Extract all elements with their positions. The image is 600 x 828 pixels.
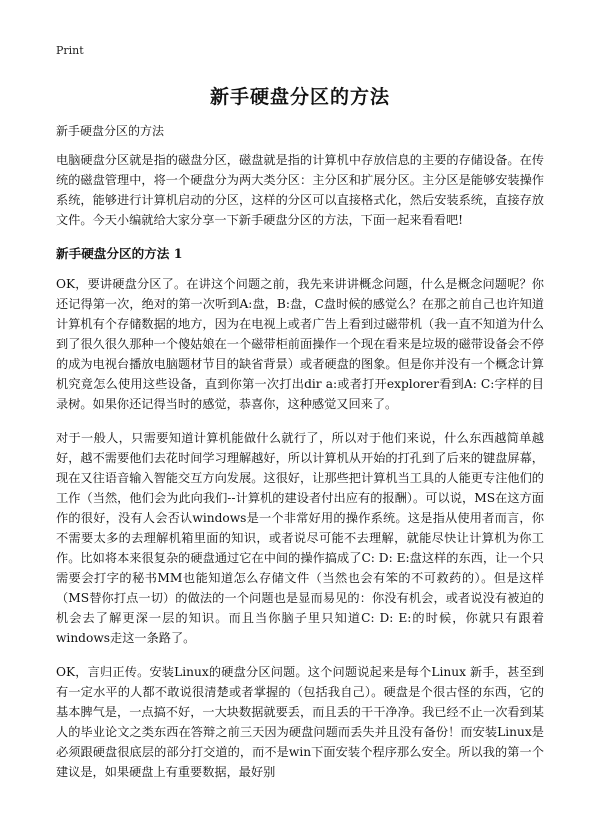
article-body <box>56 150 544 796</box>
paragraph-3: OK，言归正传。安装Linux的硬盘分区问题。这个问题说起来是每个Linux 新手，甚至到有一定水平的人都不敢说很清楚或者掌握的（包括我自己）。硬盘是个很古怪的东西，它的基本脾气是，一点搞不好，一大块数据就要丢，而且丢的干干净净。我已经不止一次看到某人的毕业论文之类东西在答辩之前三天因为硬盘问题而丢失并且没有备份！而安装Linux是必须跟硬盘很底层的部分打交道的，而不是win下面安装个程序那么安全。所以我的第一个建议是，如果硬盘上有重要数据，最好别 <box>56 665 544 779</box>
paragraph-2: 对于一般人，只需要知道计算机能做什么就行了，所以对于他们来说，什么东西越简单越好，越不需要他们去花时间学习理解越好，所以计算机从开始的打孔到了后来的键盘屏幕，现在又往语音输入智能交互方向发展。这很好，让那些把计算机当工具的人能更专注他们的工作（当然，他们会为此向我们--计算机的建设者付出应有的报酬）。可以说，MS在这方面作的很好，没有人会否认windows是一个非常好用的操作系统。这是指从使用者而言，你不需要太多的去理解机箱里面的知识，或者说尽可能不去理解，就能尽快让计算机为你工作。比如将本来很复杂的硬盘通过它在中间的操作搞成了C: D: E:盘这样的东西，让一个只需要会打字的秘书MM也能知道怎么存储文件（当然也会有笨的不可救药的）。但是这样（MS替你打点一切）的做法的一个问题也是显而易见的：你没有机会，或者说没有被迫的机会去了解更深一层的知识。而且当你脑子里只知道C: D: E:的时候，你就只有跟着windows走这一条路了。 <box>56 431 544 645</box>
page-subtitle: 新手硬盘分区的方法 <box>56 124 165 138</box>
print-link[interactable]: Print <box>56 44 84 57</box>
section-heading: 新手硬盘分区的方法 1 <box>56 246 183 261</box>
intro-paragraph: 电脑硬盘分区就是指的磁盘分区，磁盘就是指的计算机中存放信息的主要的存储设备。在传统的磁盘管理中，将一个硬盘分为两大类分区：主分区和扩展分区。主分区是能够安装操作系统，能够进行计算机启动的分区，这样的分区可以直接格式化，然后安装系统，直接存放文件。今天小编就给大家分享一下新手硬盘分区的方法，下面一起来看看吧! <box>56 153 544 227</box>
page-title: 新手硬盘分区的方法 <box>209 86 390 108</box>
paragraph-1: OK，要讲硬盘分区了。在讲这个问题之前，我先来讲讲概念问题，什么是概念问题呢？你还记得第一次，绝对的第一次听到A:盘，B:盘，C盘时候的感觉么？在那之前自己也许知道计算机有个存储数据的地方，因为在电视上或者广告上看到过磁带机（我一直不知道为什么到了很久很久那种一个傻姑娘在一个磁带柜前面操作一个现在看来是垃圾的磁带设备会不停的成为电视台播放电脑题材节目的缺省背景）或者硬盘的图象。但是你并没有一个概念计算机究竟怎么使用这些设备，直到你第一次打出dir a:或者打开explorer看到A: C:字样的目录树。如果你还记得当时的感觉，恭喜你，这种感觉又回来了。 <box>56 277 544 411</box>
